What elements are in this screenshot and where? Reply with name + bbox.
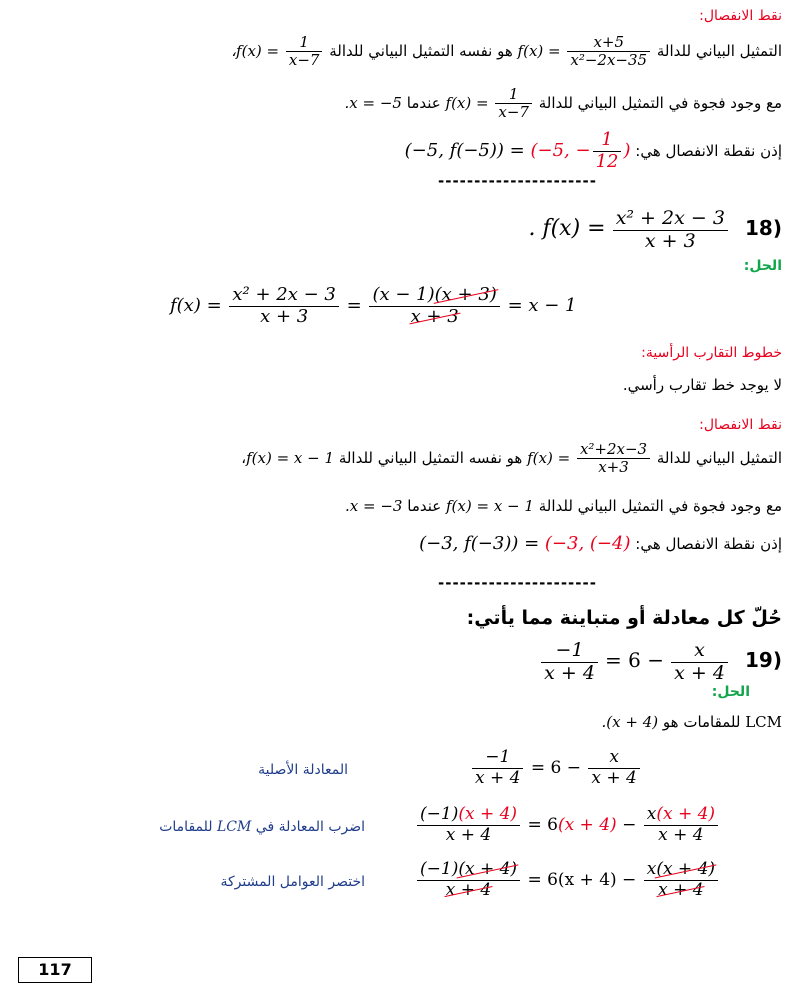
sec1-line-2: مع وجود فجوة في التمثيل البياني للدالة f(x) = $\frac{1}{x-7}$ عندما .x = −5 bbox=[344, 85, 782, 122]
step-row-1-math: $\frac{-1}{x + 4}$ = 6 − $\frac{x}{x + 4}$ bbox=[470, 748, 642, 788]
instruction-19: حُلّ كل معادلة أو متباينة مما يأتي: bbox=[466, 607, 782, 629]
sec1-line-3: إذن نقطة الانفصال هي: (−5, f(−5)) = (−5, − $\frac{1}{12}$ ) bbox=[404, 129, 782, 172]
divider-1: ---------------------- bbox=[438, 172, 597, 190]
p18-line-2: مع وجود فجوة في التمثيل البياني للدالة f(x) = x − 1 عندما .x = −3 bbox=[345, 497, 782, 515]
discontinuity-heading-1: نقط الانفصال: bbox=[699, 8, 782, 24]
p18-line-3: إذن نقطة الانفصال هي: (−3, f(−3)) = (−3, (−4) bbox=[419, 533, 782, 554]
step-row-2-note: اضرب المعادلة في LCM للمقامات bbox=[159, 819, 365, 835]
divider-2: ---------------------- bbox=[438, 574, 597, 592]
step-row-1-note: المعادلة الأصلية bbox=[258, 762, 348, 778]
p18-simplify: f(x) = $\frac{\text{x² + 2x − 3}}{x + 3}$ = $\frac{(x - 1)(x + 3)}{x + 3}$ = x − 1 bbox=[170, 284, 577, 327]
discontinuity-heading-2: نقط الانفصال: bbox=[699, 417, 782, 433]
page-number: 117 bbox=[18, 957, 92, 983]
problem-19: $\frac{-1}{x + 4}$ = 6 − $\frac{x}{x + 4}$ 19) bbox=[539, 640, 782, 685]
step-row-3-math: $\frac{(-1)(x + 4)}{x + 4}$ = 6(x + 4) − $\frac{x(x + 4)}{x + 4}$ bbox=[415, 860, 720, 900]
solution-label-19: الحل: bbox=[711, 684, 750, 700]
step-row-2-math: $\frac{(-1)(x + 4)}{x + 4}$ = 6(x + 4) − $\frac{x(x + 4)}{x + 4}$ bbox=[415, 805, 720, 845]
sec1-line-1: التمثيل البياني للدالة f(x) = $\frac{x+5}{\text{x²−2x−35}}$ هو نفسه التمثيل البياني للدالة ،f(x) = $\frac{1}{x-7}$ bbox=[231, 33, 782, 70]
asymptote-heading: خطوط التقارب الرأسية: bbox=[641, 345, 782, 361]
p18-line-1: التمثيل البياني للدالة f(x) = $\frac{\text{x²+2x−3}}{x+3}$ هو نفسه التمثيل البياني للدالة f(x) = x − 1، bbox=[241, 440, 782, 477]
lcm-line: LCM للمقامات هو .(x + 4) bbox=[601, 713, 782, 731]
step-row-3-note: اختصر العوامل المشتركة bbox=[220, 874, 365, 890]
asymptote-text: لا يوجد خط تقارب رأسي. bbox=[622, 376, 782, 394]
solution-label-18: الحل: bbox=[743, 258, 782, 274]
problem-18: . f(x) = $\frac{\text{x² + 2x − 3}}{x + 3}$ 18) bbox=[528, 207, 782, 252]
